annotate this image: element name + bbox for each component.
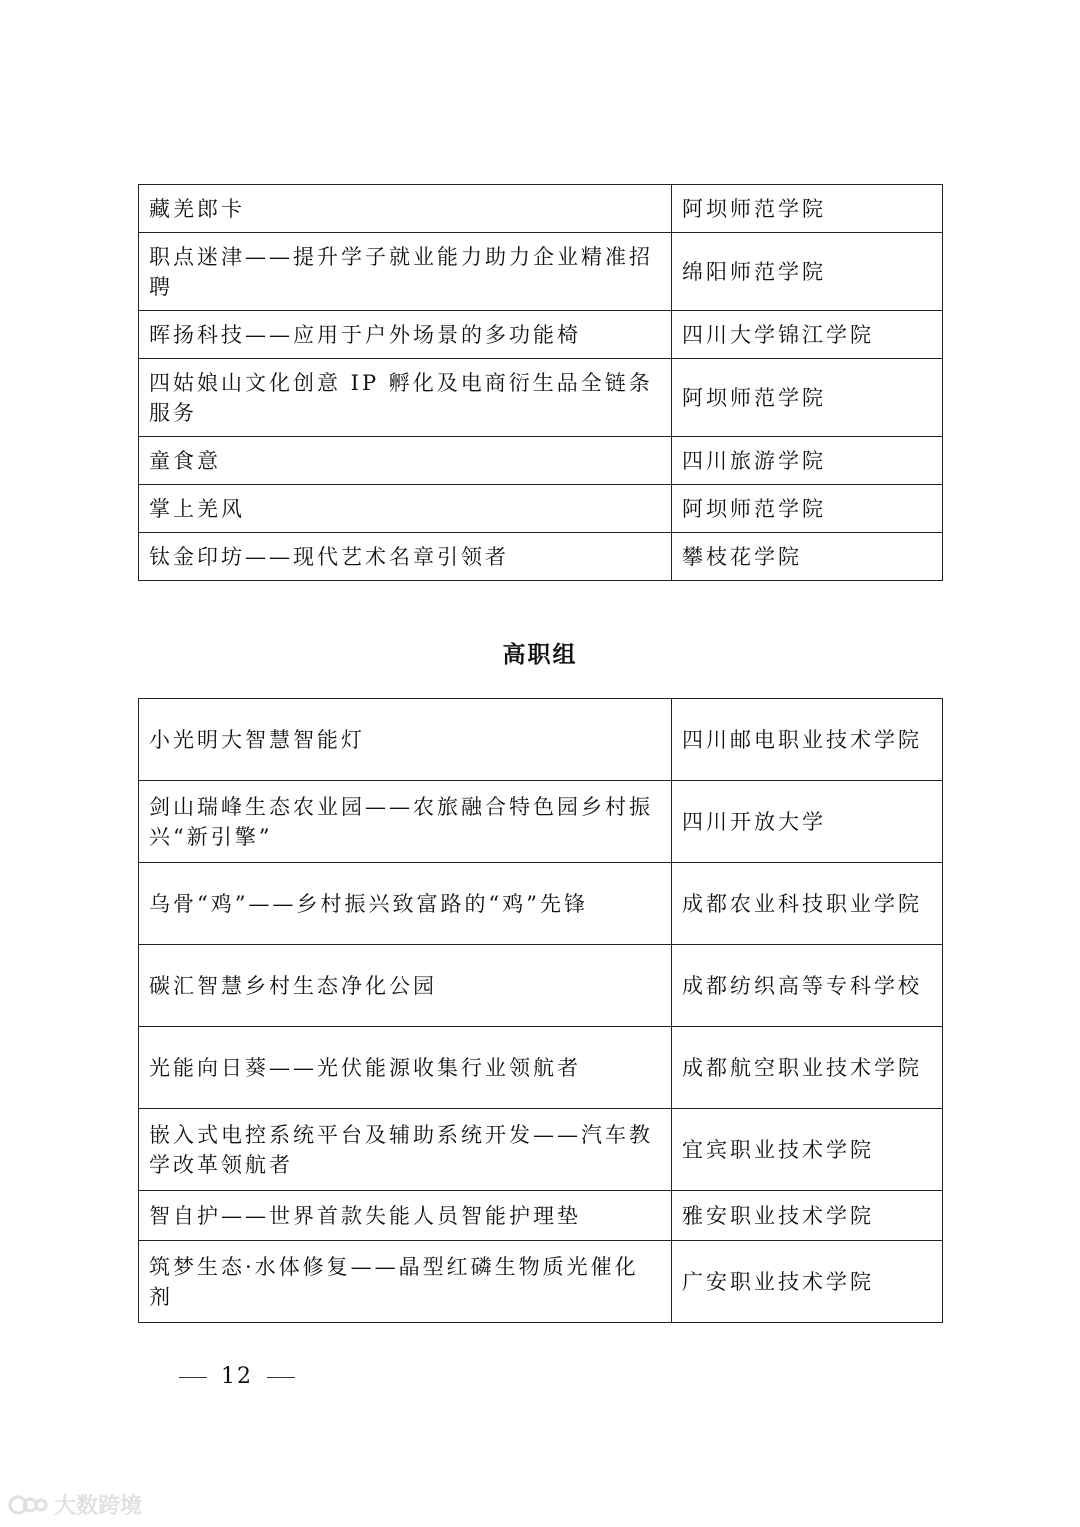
watermark-text: 大数跨境 bbox=[54, 1494, 143, 1519]
table-row bbox=[139, 781, 943, 863]
project-name: 智自护——世界首款失能人员智能护理垫 bbox=[139, 1191, 672, 1241]
results-table-vocational bbox=[138, 698, 943, 1323]
table-row bbox=[139, 533, 943, 581]
school-name: 四川邮电职业技术学院 bbox=[672, 699, 943, 781]
school-name: 广安职业技术学院 bbox=[672, 1241, 943, 1323]
school-name: 绵阳师范学院 bbox=[672, 233, 943, 311]
table-row bbox=[139, 185, 943, 233]
school-name: 四川旅游学院 bbox=[672, 437, 943, 485]
school-name: 阿坝师范学院 bbox=[672, 485, 943, 533]
school-name: 阿坝师范学院 bbox=[672, 359, 943, 437]
table-row bbox=[139, 359, 943, 437]
page-number bbox=[165, 1364, 309, 1389]
project-name: 乌骨“鸡”——乡村振兴致富路的“鸡”先锋 bbox=[139, 863, 672, 945]
project-name: 剑山瑞峰生态农业园——农旅融合特色园乡村振兴“新引擎” bbox=[139, 781, 672, 863]
table-row bbox=[139, 311, 943, 359]
table-row bbox=[139, 945, 943, 1027]
table-row bbox=[139, 1241, 943, 1323]
results-table-undergrad bbox=[138, 184, 943, 581]
table-row bbox=[139, 1109, 943, 1191]
dash-divider bbox=[179, 1377, 207, 1378]
school-name: 雅安职业技术学院 bbox=[672, 1191, 943, 1241]
school-name: 成都纺织高等专科学校 bbox=[672, 945, 943, 1027]
dash-divider bbox=[267, 1377, 295, 1378]
table-row bbox=[139, 699, 943, 781]
watermark bbox=[8, 1489, 142, 1520]
page-number-value: 12 bbox=[221, 1364, 253, 1389]
table-row bbox=[139, 233, 943, 311]
table-row bbox=[139, 437, 943, 485]
project-name: 童食意 bbox=[139, 437, 672, 485]
table-row bbox=[139, 485, 943, 533]
project-name: 光能向日葵——光伏能源收集行业领航者 bbox=[139, 1027, 672, 1109]
project-name: 晖扬科技——应用于户外场景的多功能椅 bbox=[139, 311, 672, 359]
table-row bbox=[139, 1191, 943, 1241]
school-name: 成都航空职业技术学院 bbox=[672, 1027, 943, 1109]
school-name: 攀枝花学院 bbox=[672, 533, 943, 581]
project-name: 四姑娘山文化创意 IP 孵化及电商衍生品全链条服务 bbox=[139, 359, 672, 437]
school-name: 宜宾职业技术学院 bbox=[672, 1109, 943, 1191]
project-name: 职点迷津——提升学子就业能力助力企业精准招聘 bbox=[139, 233, 672, 311]
school-name: 四川大学锦江学院 bbox=[672, 311, 943, 359]
project-name: 藏羌郎卡 bbox=[139, 185, 672, 233]
table-row bbox=[139, 863, 943, 945]
school-name: 阿坝师范学院 bbox=[672, 185, 943, 233]
project-name: 筑梦生态·水体修复——晶型红磷生物质光催化剂 bbox=[139, 1241, 672, 1323]
project-name: 掌上羌风 bbox=[139, 485, 672, 533]
section-title: 高职组 bbox=[502, 641, 578, 668]
project-name: 嵌入式电控系统平台及辅助系统开发——汽车教学改革领航者 bbox=[139, 1109, 672, 1191]
project-name: 碳汇智慧乡村生态净化公园 bbox=[139, 945, 672, 1027]
school-name: 四川开放大学 bbox=[672, 781, 943, 863]
table-row bbox=[139, 1027, 943, 1109]
logo-icon bbox=[8, 1492, 48, 1518]
project-name: 小光明大智慧智能灯 bbox=[139, 699, 672, 781]
school-name: 成都农业科技职业学院 bbox=[672, 863, 943, 945]
project-name: 钛金印坊——现代艺术名章引领者 bbox=[139, 533, 672, 581]
